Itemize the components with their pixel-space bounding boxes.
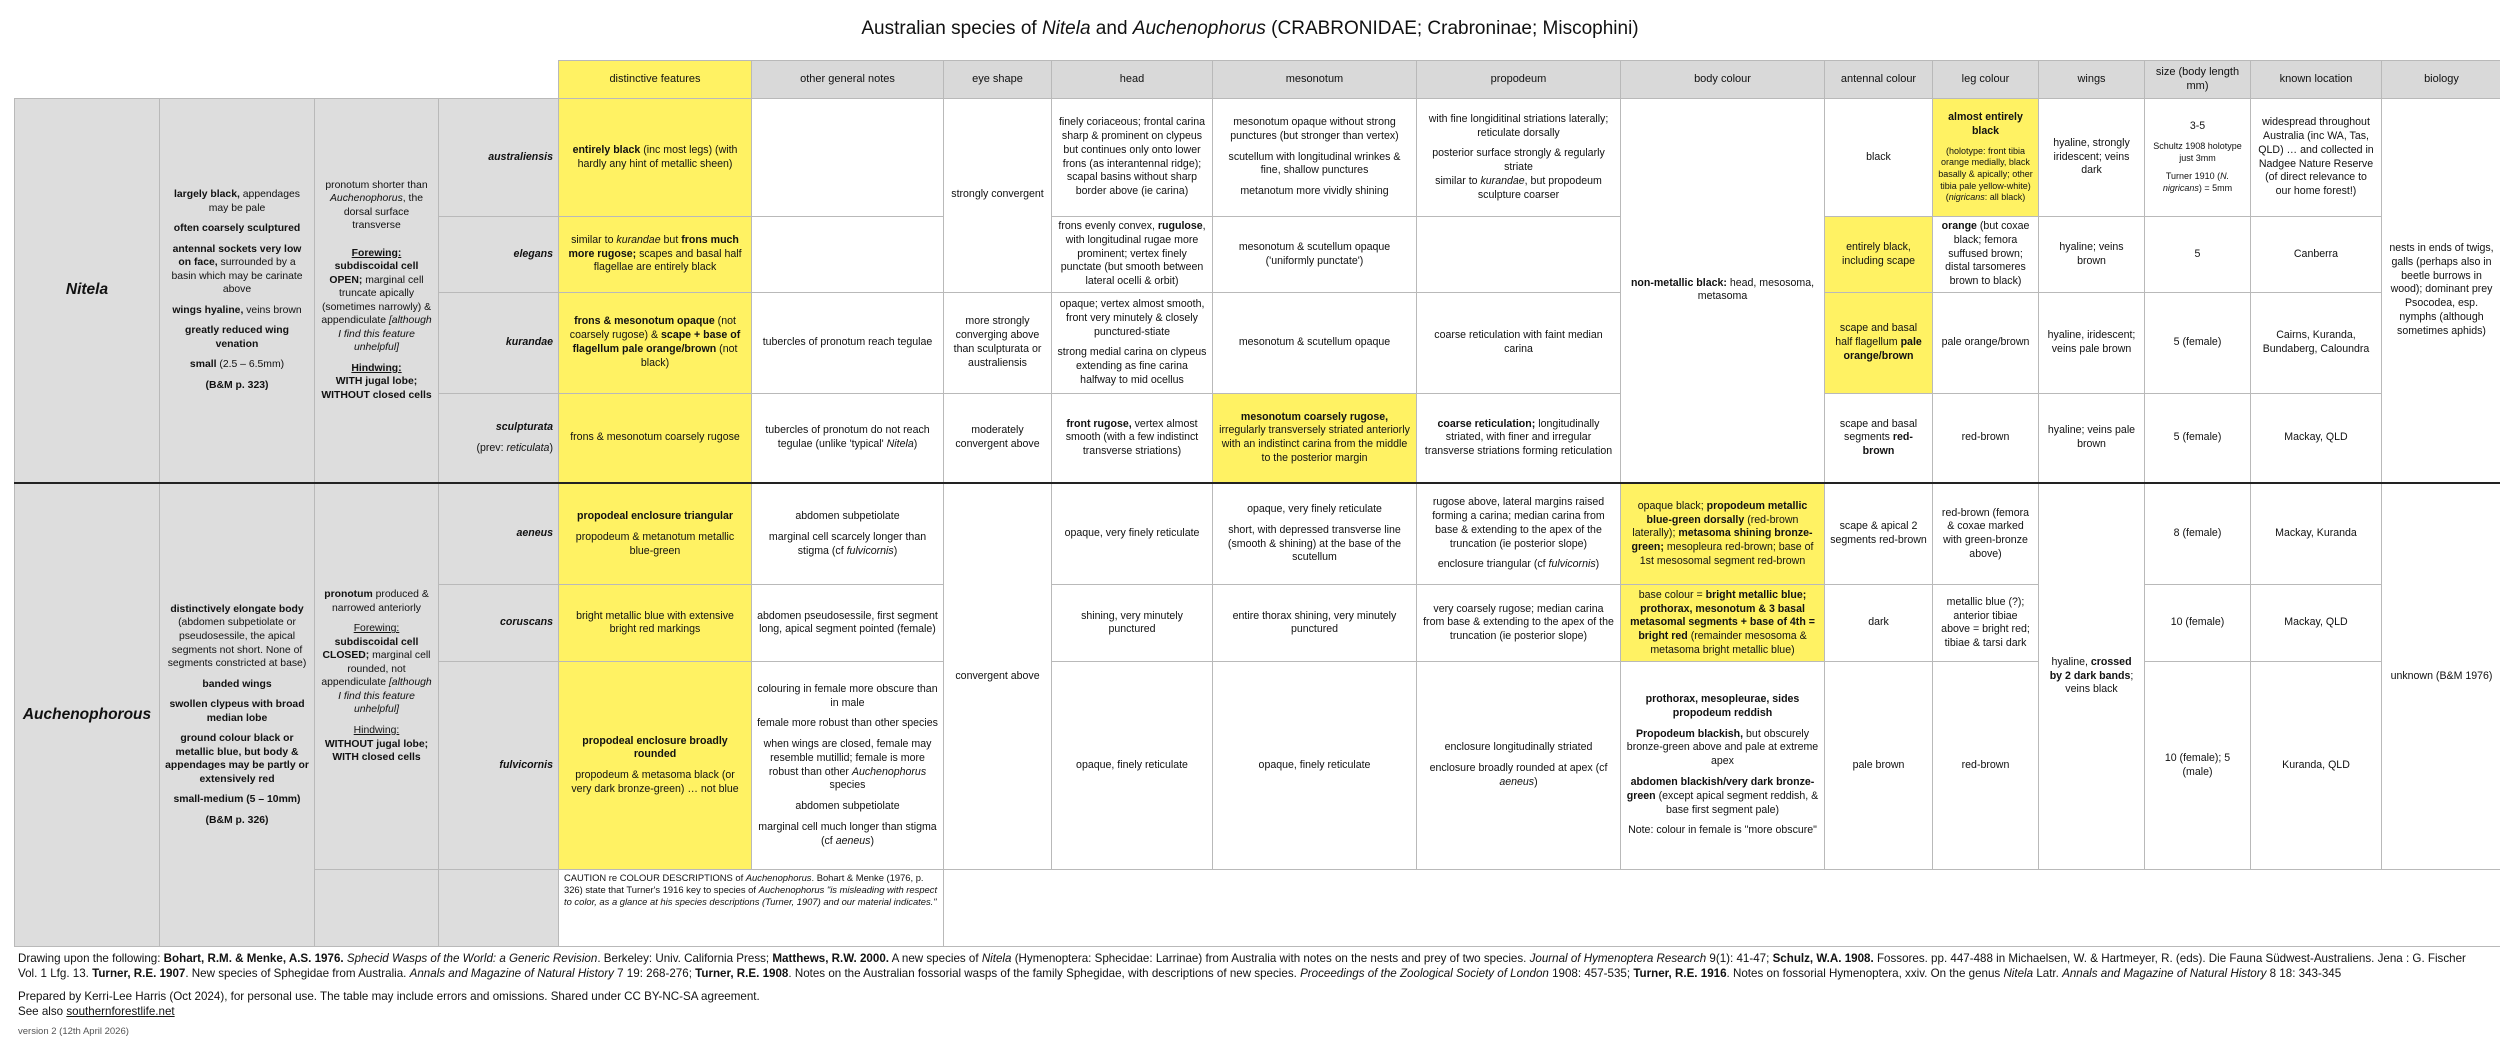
elegans-head: frons evenly convex, rugulose, with longitudinal rugae more prominent; vertex finely punctate (but smooth between lateral ocelli & orbit) — [1052, 217, 1213, 292]
aeneus-body-colour: opaque black; propodeum metallic blue-green dorsally (red-brown laterally); metasoma shining bronze-green; mesopleura red-brown; base of 1st mesosomal segment red-brown — [1621, 483, 1825, 585]
col-antennal: antennal colour — [1825, 61, 1933, 99]
auch-wings: hyaline, crossed by 2 dark bands; veins black — [2039, 483, 2145, 869]
page-title: Australian species of Nitela and Auchenophorus (CRABRONIDAE; Crabroninae; Miscophini) — [861, 18, 1639, 39]
coruscans-antennal: dark — [1825, 585, 1933, 662]
elegans-propodeum — [1417, 217, 1621, 292]
species-table — [14, 60, 2500, 947]
kurandae-location: Cairns, Kuranda, Bundaberg, Caloundra — [2251, 292, 2382, 394]
fulvicornis-mesonotum: opaque, finely reticulate — [1213, 662, 1417, 869]
sculpturata-eye: moderately convergent above — [944, 394, 1052, 483]
col-distinctive: distinctive features — [559, 61, 752, 99]
auch-general-features: distinctively elongate body (abdomen subpetiolate or pseudosessile, the apical segments not short. None of segments constricted at base) banded wings swollen clypeus with broad median lobe ground colour black or metallic blue, but body & appendages may be partly or extensively red small-medium (5 – 10mm) (B&M p. 326) — [160, 483, 315, 946]
reference-part: 8 18: 343-345 — [2266, 966, 2342, 980]
col-location: known location — [2251, 61, 2382, 99]
footer — [18, 952, 2483, 1038]
kurandae-leg: pale orange/brown — [1933, 292, 2039, 394]
kurandae-propodeum: coarse reticulation with faint median carina — [1417, 292, 1621, 394]
aeneus-head: opaque, very finely reticulate — [1052, 483, 1213, 585]
aeneus-leg: red-brown (femora & coxae marked with green-bronze above) — [1933, 483, 2039, 585]
auch-blank-species-cell — [439, 869, 559, 946]
col-body: body colour — [1621, 61, 1825, 99]
australiensis-mesonotum: mesonotum opaque without strong punctures (but stronger than vertex) scutellum with longitudinal wrinkes & fine, shallow punctures metanotum more vividly shining — [1213, 98, 1417, 217]
sculpturata-leg: red-brown — [1933, 394, 2039, 483]
col-head: head — [1052, 61, 1213, 99]
col-biology: biology — [2382, 61, 2500, 99]
corner-blank — [15, 61, 559, 99]
elegans-antennal: entirely black, including scape — [1825, 217, 1933, 292]
reference-part: Schulz, W.A. 1908. — [1772, 952, 1874, 965]
coruscans-propodeum: very coarsely rugose; median carina from base & extending to the apex of the truncation (ie posterior slope) — [1417, 585, 1621, 662]
reference-part: Sphecid Wasps of the World: a Generic Revision — [346, 952, 598, 965]
coruscans-head: shining, very minutely punctured — [1052, 585, 1213, 662]
prepared-by-note: Prepared by Kerri-Lee Harris (Oct 2024), for personal use. The table may include errors and omissions. Shared under CC BY-NC-SA agreement. — [18, 990, 760, 1004]
elegans-wings: hyaline; veins brown — [2039, 217, 2145, 292]
kurandae-mesonotum: mesonotum & scutellum opaque — [1213, 292, 1417, 394]
nitela-biology: nests in ends of twigs, galls (perhaps also in beetle burrows in wood); dominant prey Psocodea, esp. nymphs (although sometimes aphids) — [2382, 98, 2500, 483]
species-coruscans: coruscans — [439, 585, 559, 662]
australiensis-size: 3-5 Schultz 1908 holotype just 3mm Turner 1910 (N. nigricans) = 5mm — [2145, 98, 2251, 217]
aeneus-size: 8 (female) — [2145, 483, 2251, 585]
elegans-location: Canberra — [2251, 217, 2382, 292]
elegans-size: 5 — [2145, 217, 2251, 292]
aeneus-mesonotum: opaque, very finely reticulate short, with depressed transverse line (smooth & shining) at the base of the scutellum — [1213, 483, 1417, 585]
reference-part: (Hymenoptera: Sphecidae: Larrinae) from Australia with notes on the nests and prey of two species. — [1011, 952, 1530, 965]
kurandae-notes: tubercles of pronotum reach tegulae — [752, 292, 944, 394]
see-also: See also southernforestlife.net — [18, 1005, 175, 1019]
sculpturata-wings: hyaline; veins pale brown — [2039, 394, 2145, 483]
coruscans-body-colour: base colour = bright metallic blue; prothorax, mesonotum & 3 basal metasomal segments + base of 4th = bright red (remainder mesosoma & metasoma bright metallic blue) — [1621, 585, 1825, 662]
australiensis-notes — [752, 98, 944, 217]
fulvicornis-antennal: pale brown — [1825, 662, 1933, 869]
nitela-eye-shape-upper: strongly convergent — [944, 98, 1052, 292]
auch-eye-shape: convergent above — [944, 483, 1052, 869]
australiensis-location: widespread throughout Australia (inc WA, Tas, QLD) … and collected in Nadgee Nature Reserve (of direct relevance to our home forest!) — [2251, 98, 2382, 217]
coruscans-mesonotum: entire thorax shining, very minutely punctured — [1213, 585, 1417, 662]
reference-part: Nitela — [981, 952, 1012, 965]
reference-part: 1908: 457-535; — [1548, 966, 1634, 980]
fulvicornis-size: 10 (female); 5 (male) — [2145, 662, 2251, 869]
species-fulvicornis: fulvicornis — [439, 662, 559, 869]
genus-auchenophorus: Auchenophorous — [15, 483, 160, 946]
species-elegans: elegans — [439, 217, 559, 292]
col-leg: leg colour — [1933, 61, 2039, 99]
header-row — [15, 61, 2500, 99]
reference-part: Proceedings of the Zoological Society of London — [1300, 966, 1549, 980]
coruscans-location: Mackay, QLD — [2251, 585, 2382, 662]
aeneus-antennal: scape & apical 2 segments red-brown — [1825, 483, 1933, 585]
row-aeneus — [15, 483, 2500, 585]
sculpturata-propodeum: coarse reticulation; longitudinally striated, with finer and irregular transverse striations forming reticulation — [1417, 394, 1621, 483]
reference-part: Matthews, R.W. 2000. — [772, 952, 889, 965]
elegans-mesonotum: mesonotum & scutellum opaque ('uniformly punctate') — [1213, 217, 1417, 292]
fulvicornis-distinctive: propodeal enclosure broadly rounded propodeum & metasoma black (or very dark bronze-green) … not blue — [559, 662, 752, 869]
fulvicornis-body-colour: prothorax, mesopleurae, sides propodeum reddish Propodeum blackish, but obscurely bronze-green above and pale at extreme apex abdomen blackish/very dark bronze-green (except apical segment reddish, & base first segment pale) Note: colour in female is "more obscure" — [1621, 662, 1825, 869]
species-kurandae: kurandae — [439, 292, 559, 394]
reference-part: Fossores. pp. 447-488 in Michaelsen, W. & Hartmeyer, R. (eds). Die Fauna Südwest-Australiens. Jena : G. Fischer Vol. 1 Lfg. 13. — [18, 952, 2466, 980]
kurandae-wings: hyaline, iridescent; veins pale brown — [2039, 292, 2145, 394]
fulvicornis-notes: colouring in female more obscure than in male female more robust than other species when wings are closed, female may resemble mutillid; female is more robust than other Auchenophorus species abdomen subpetiolate marginal cell much longer than stigma (cf aeneus) — [752, 662, 944, 869]
reference-part: 7 19: 268-276; — [613, 966, 696, 980]
reference-part: Drawing upon the following: — [18, 952, 164, 965]
reference-part: Journal of Hymenoptera Research — [1529, 952, 1707, 965]
caution-row-blank — [944, 869, 2500, 946]
row-caution — [15, 869, 2500, 946]
australiensis-distinctive: entirely black (inc most legs) (with hardly any hint of metallic sheen) — [559, 98, 752, 217]
genus-nitela: Nitela — [15, 98, 160, 483]
reference-part: Turner, R.E. 1908 — [695, 966, 789, 980]
australiensis-head: finely coriaceous; frontal carina sharp & prominent on clypeus but continues only onto lower frons (as interantennal ridge); scapal basins without sharp border above (ie carina) — [1052, 98, 1213, 217]
auch-pronotum-wing-features: pronotum produced & narrowed anteriorly Forewing: subdiscoidal cell CLOSED; marginal cell rounded, not appendiculate [although I find this feature unhelpful] Hindwing: WITHOUT jugal lobe; WITH closed cells — [315, 483, 439, 869]
reference-part: . New species of Sphegidae from Australia. — [185, 966, 410, 980]
sculpturata-distinctive: frons & mesonotum coarsely rugose — [559, 394, 752, 483]
col-mesonotum: mesonotum — [1213, 61, 1417, 99]
row-australiensis — [15, 98, 2500, 217]
reference-part: . Notes on the Australian fossorial wasps of the family Sphegidae, with descriptions of new species. — [788, 966, 1301, 980]
kurandae-antennal: scape and basal half flagellum pale orange/brown — [1825, 292, 1933, 394]
reference-part: . Notes on fossorial Hymenoptera, xxiv. On the genus — [1726, 966, 2004, 980]
kurandae-distinctive: frons & mesonotum opaque (not coarsely rugose) & scape + base of flagellum pale orange/brown (not black) — [559, 292, 752, 394]
reference-part: A new species of — [889, 952, 982, 965]
col-size: size (body length mm) — [2145, 61, 2251, 99]
coruscans-distinctive: bright metallic blue with extensive bright red markings — [559, 585, 752, 662]
coruscans-leg: metallic blue (?); anterior tibiae above = bright red; tibiae & tarsi dark — [1933, 585, 2039, 662]
nitela-body-colour: non-metallic black: head, mesosoma, metasoma — [1621, 98, 1825, 483]
col-notes: other general notes — [752, 61, 944, 99]
fulvicornis-head: opaque, finely reticulate — [1052, 662, 1213, 869]
aeneus-propodeum: rugose above, lateral margins raised forming a carina; median carina from base & extending to the apex of the truncation (ie posterior slope) enclosure triangular (cf fulvicornis) — [1417, 483, 1621, 585]
australiensis-propodeum: with fine longiditinal striations laterally; reticulate dorsally posterior surface strongly & regularly striate similar to kurandae, but propodeum sculpture coarser — [1417, 98, 1621, 217]
australiensis-leg: almost entirely black (holotype: front tibia orange medially, black basally & apically; other tibia pale yellow-white) (nigricans: all black) — [1933, 98, 2039, 217]
reference-part: Nitela — [2003, 966, 2034, 980]
auch-biology: unknown (B&M 1976) — [2382, 483, 2500, 869]
references — [18, 952, 2483, 981]
nitela-pronotum-wing-features: pronotum shorter than Auchenophorus, the dorsal surface transverse Forewing: subdiscoidal cell OPEN; marginal cell truncate apically (sometimes narrowly) & appendiculate [although I find this feature unhelpful] Hindwing: WITH jugal lobe; WITHOUT closed cells — [315, 98, 439, 483]
kurandae-head: opaque; vertex almost smooth, front very minutely & closely punctured-stiate strong medial carina on clypeus extending as fine carina halfway to mid ocellus — [1052, 292, 1213, 394]
col-propodeum: propodeum — [1417, 61, 1621, 99]
sculpturata-size: 5 (female) — [2145, 394, 2251, 483]
coruscans-size: 10 (female) — [2145, 585, 2251, 662]
aeneus-notes: abdomen subpetiolate marginal cell scarcely longer than stigma (cf fulvicornis) — [752, 483, 944, 585]
nitela-general-features: largely black, appendages may be pale often coarsely sculptured antennal sockets very low on face, surrounded by a basin which may be carinate above wings hyaline, veins brown greatly reduced wing venation small (2.5 – 6.5mm) (B&M p. 323) — [160, 98, 315, 483]
fulvicornis-leg: red-brown — [1933, 662, 2039, 869]
reference-part: Turner, R.E. 1916 — [1633, 966, 1727, 980]
sculpturata-head: front rugose, vertex almost smooth (with a few indistinct transverse striations) — [1052, 394, 1213, 483]
aeneus-distinctive: propodeal enclosure triangular propodeum & metanotum metallic blue-green — [559, 483, 752, 585]
col-wings: wings — [2039, 61, 2145, 99]
col-eye: eye shape — [944, 61, 1052, 99]
australiensis-wings: hyaline, strongly iridescent; veins dark — [2039, 98, 2145, 217]
reference-part: Latr. — [2033, 966, 2063, 980]
sculpturata-mesonotum: mesonotum coarsely rugose, irregularly transversely striated anteriorly with an indistinct carina from the middle to the posterior margin — [1213, 394, 1417, 483]
site-link[interactable]: southernforestlife.net — [66, 1005, 175, 1019]
reference-part: Annals and Magazine of Natural History — [2062, 966, 2267, 980]
kurandae-eye: more strongly converging above than sculpturata or australiensis — [944, 292, 1052, 394]
reference-part: 9(1): 41-47; — [1706, 952, 1773, 965]
species-aeneus: aeneus — [439, 483, 559, 585]
species-australiensis: australiensis — [439, 98, 559, 217]
kurandae-size: 5 (female) — [2145, 292, 2251, 394]
sculpturata-antennal: scape and basal segments red-brown — [1825, 394, 1933, 483]
reference-part: Turner, R.E. 1907 — [92, 966, 186, 980]
version-label: version 2 (12th April 2026) — [18, 1025, 129, 1037]
elegans-notes — [752, 217, 944, 292]
reference-part: . Berkeley: Univ. California Press; — [597, 952, 773, 965]
elegans-leg: orange (but coxae black; femora suffused brown; distal tarsomeres brown to black) — [1933, 217, 2039, 292]
fulvicornis-location: Kuranda, QLD — [2251, 662, 2382, 869]
sculpturata-location: Mackay, QLD — [2251, 394, 2382, 483]
australiensis-antennal: black — [1825, 98, 1933, 217]
reference-part: Bohart, R.M. & Menke, A.S. 1976. — [163, 952, 344, 965]
sculpturata-notes: tubercles of pronotum do not reach tegulae (unlike 'typical' Nitela) — [752, 394, 944, 483]
aeneus-location: Mackay, Kuranda — [2251, 483, 2382, 585]
fulvicornis-propodeum: enclosure longitudinally striated enclosure broadly rounded at apex (cf aeneus) — [1417, 662, 1621, 869]
elegans-distinctive: similar to kurandae but frons much more rugose; scapes and basal half flagellae are entirely black — [559, 217, 752, 292]
auch-blank-cell — [315, 869, 439, 946]
reference-part: Annals and Magazine of Natural History — [409, 966, 614, 980]
species-sculpturata: sculpturata (prev: reticulata) — [439, 394, 559, 483]
coruscans-notes: abdomen pseudosessile, first segment long, apical segment pointed (female) — [752, 585, 944, 662]
colour-caution-note: CAUTION re COLOUR DESCRIPTIONS of Auchenophorus. Bohart & Menke (1976, p. 326) state that Turner's 1916 key to species of Auchenophorus "is misleading with respect to color, as a glance at his species descriptions (Turner, 1907) and our material indicates." — [559, 869, 944, 946]
